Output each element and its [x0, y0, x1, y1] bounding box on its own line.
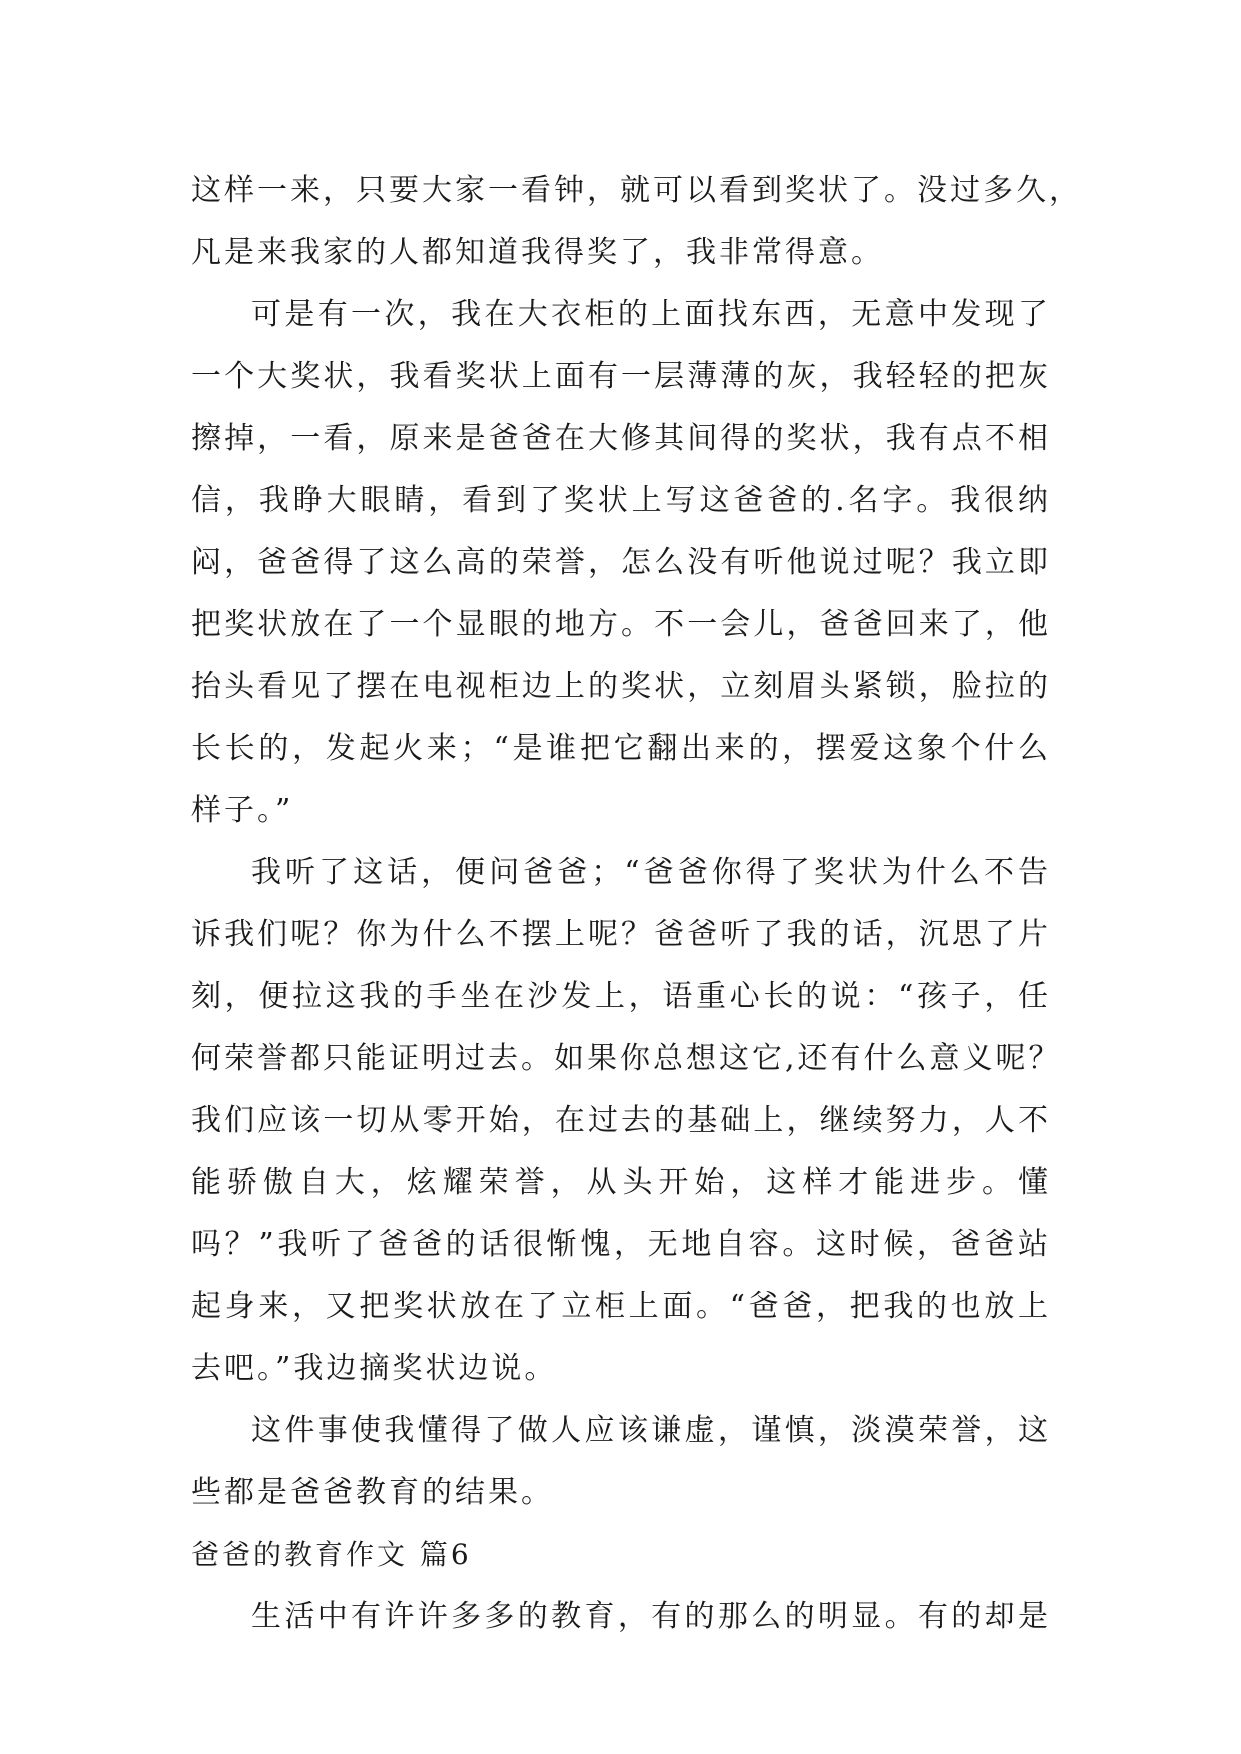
text-line: 些都是爸爸教育的结果。 — [191, 1475, 554, 1510]
text-line: 抬头看见了摆在电视柜边上的奖状，立刻眉头紧锁，脸拉的 — [191, 669, 1051, 704]
text-line: 何荣誉都只能证明过去。如果你总想这它,还有什么意义呢？ — [191, 1041, 1062, 1076]
text-line: 这样一来，只要大家一看钟，就可以看到奖状了。没过多久， — [191, 173, 1082, 208]
text-line: 长长的，发起火来；“是谁把它翻出来的，摆爱这象个什么 — [191, 731, 1051, 766]
text-line: 我听了这话，便问爸爸；“爸爸你得了奖状为什么不告 — [251, 855, 1051, 890]
text-line: 诉我们呢？你为什么不摆上呢？爸爸听了我的话，沉思了片 — [191, 917, 1051, 952]
text-line: 刻，便拉这我的手坐在沙发上，语重心长的说：“孩子，任 — [191, 979, 1051, 1014]
text-line: 可是有一次，我在大衣柜的上面找东西，无意中发现了 — [251, 297, 1051, 332]
text-line: 这件事使我懂得了做人应该谦虚，谨慎，淡漠荣誉，这 — [251, 1413, 1051, 1448]
text-line: 样子。” — [191, 793, 294, 828]
text-line: 能骄傲自大，炫耀荣誉，从头开始，这样才能进步。懂 — [191, 1165, 1051, 1200]
text-line: 一个大奖状，我看奖状上面有一层薄薄的灰，我轻轻的把灰 — [191, 359, 1051, 394]
text-line: 凡是来我家的人都知道我得奖了，我非常得意。 — [191, 235, 884, 270]
text-line: 把奖状放在了一个显眼的地方。不一会儿，爸爸回来了，他 — [191, 607, 1051, 642]
text-line: 起身来，又把奖状放在了立柜上面。“爸爸，把我的也放上 — [191, 1289, 1051, 1324]
text-line: 闷，爸爸得了这么高的荣誉，怎么没有听他说过呢？我立即 — [191, 545, 1051, 580]
text-line: 吗？”我听了爸爸的话很惭愧，无地自容。这时候，爸爸站 — [191, 1227, 1051, 1262]
text-line: 我们应该一切从零开始，在过去的基础上，继续努力，人不 — [191, 1103, 1051, 1138]
text-line: 生活中有许许多多的教育，有的那么的明显。有的却是 — [251, 1599, 1051, 1634]
document-body — [191, 160, 1082, 1648]
text-line: 去吧。”我边摘奖状边说。 — [191, 1351, 558, 1386]
section-heading: 爸爸的教育作文 篇6 — [191, 1538, 472, 1571]
text-line: 擦掉，一看，原来是爸爸在大修其间得的奖状，我有点不相 — [191, 421, 1051, 456]
text-line: 信，我睁大眼睛，看到了奖状上写这爸爸的.名字。我很纳 — [191, 483, 1051, 518]
